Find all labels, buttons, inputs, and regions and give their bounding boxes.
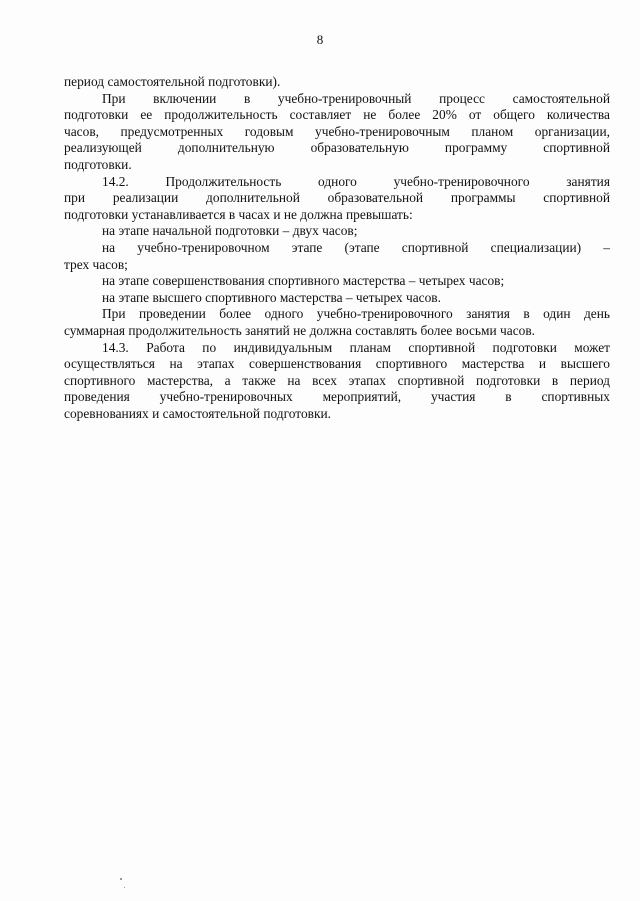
text-line: период самостоятельной подготовки).	[64, 74, 281, 89]
text-line: реализующей дополнительную образовательную программу спортивной	[64, 140, 610, 156]
text-line: трех часов;	[64, 256, 128, 272]
text-line: подготовки устанавливается в часах и не должна превышать:	[64, 206, 413, 222]
text-line: При проведении более одного учебно-тренировочного занятия в один день	[102, 306, 610, 322]
text-line: 14.3. Работа по индивидуальным планам спортивной подготовки может	[102, 339, 610, 355]
text-line: спортивного мастерства, а также на всех этапах спортивной подготовки в период	[64, 372, 610, 388]
text-line: соревнованиях и самостоятельной подготовки.	[64, 405, 332, 421]
text-line: при реализации дополнительной образовательной программы спортивной	[64, 190, 610, 206]
document-body	[64, 74, 610, 422]
text-line: на этапе совершенствования спортивного мастерства – четырех часов;	[102, 273, 505, 289]
text-line: При включении в учебно-тренировочный процесс самостоятельной	[102, 90, 610, 106]
text-line: 14.2. Продолжительность одного учебно-тренировочного занятия	[102, 173, 610, 189]
text-line: на этапе высшего спортивного мастерства – четырех часов.	[102, 289, 441, 305]
text-line: осуществляться на этапах совершенствования спортивного мастерства и высшего	[64, 356, 610, 372]
text-line: часов, предусмотренных годовым учебно-тренировочным планом организации,	[64, 123, 610, 139]
scan-speck	[120, 878, 122, 880]
scan-speck	[124, 887, 125, 888]
text-line: подготовки ее продолжительность составляет не более 20% от общего количества	[64, 107, 610, 123]
text-line: на этапе начальной подготовки – двух часов;	[102, 223, 358, 239]
page-number: 8	[316, 32, 324, 47]
text-line: проведения учебно-тренировочных мероприятий, участия в спортивных	[64, 389, 610, 405]
text-line: суммарная продолжительность занятий не должна составлять более восьми часов.	[64, 322, 535, 338]
text-line: подготовки.	[64, 156, 132, 172]
text-line: на учебно-тренировочном этапе (этапе спортивной специализации) –	[102, 239, 610, 255]
